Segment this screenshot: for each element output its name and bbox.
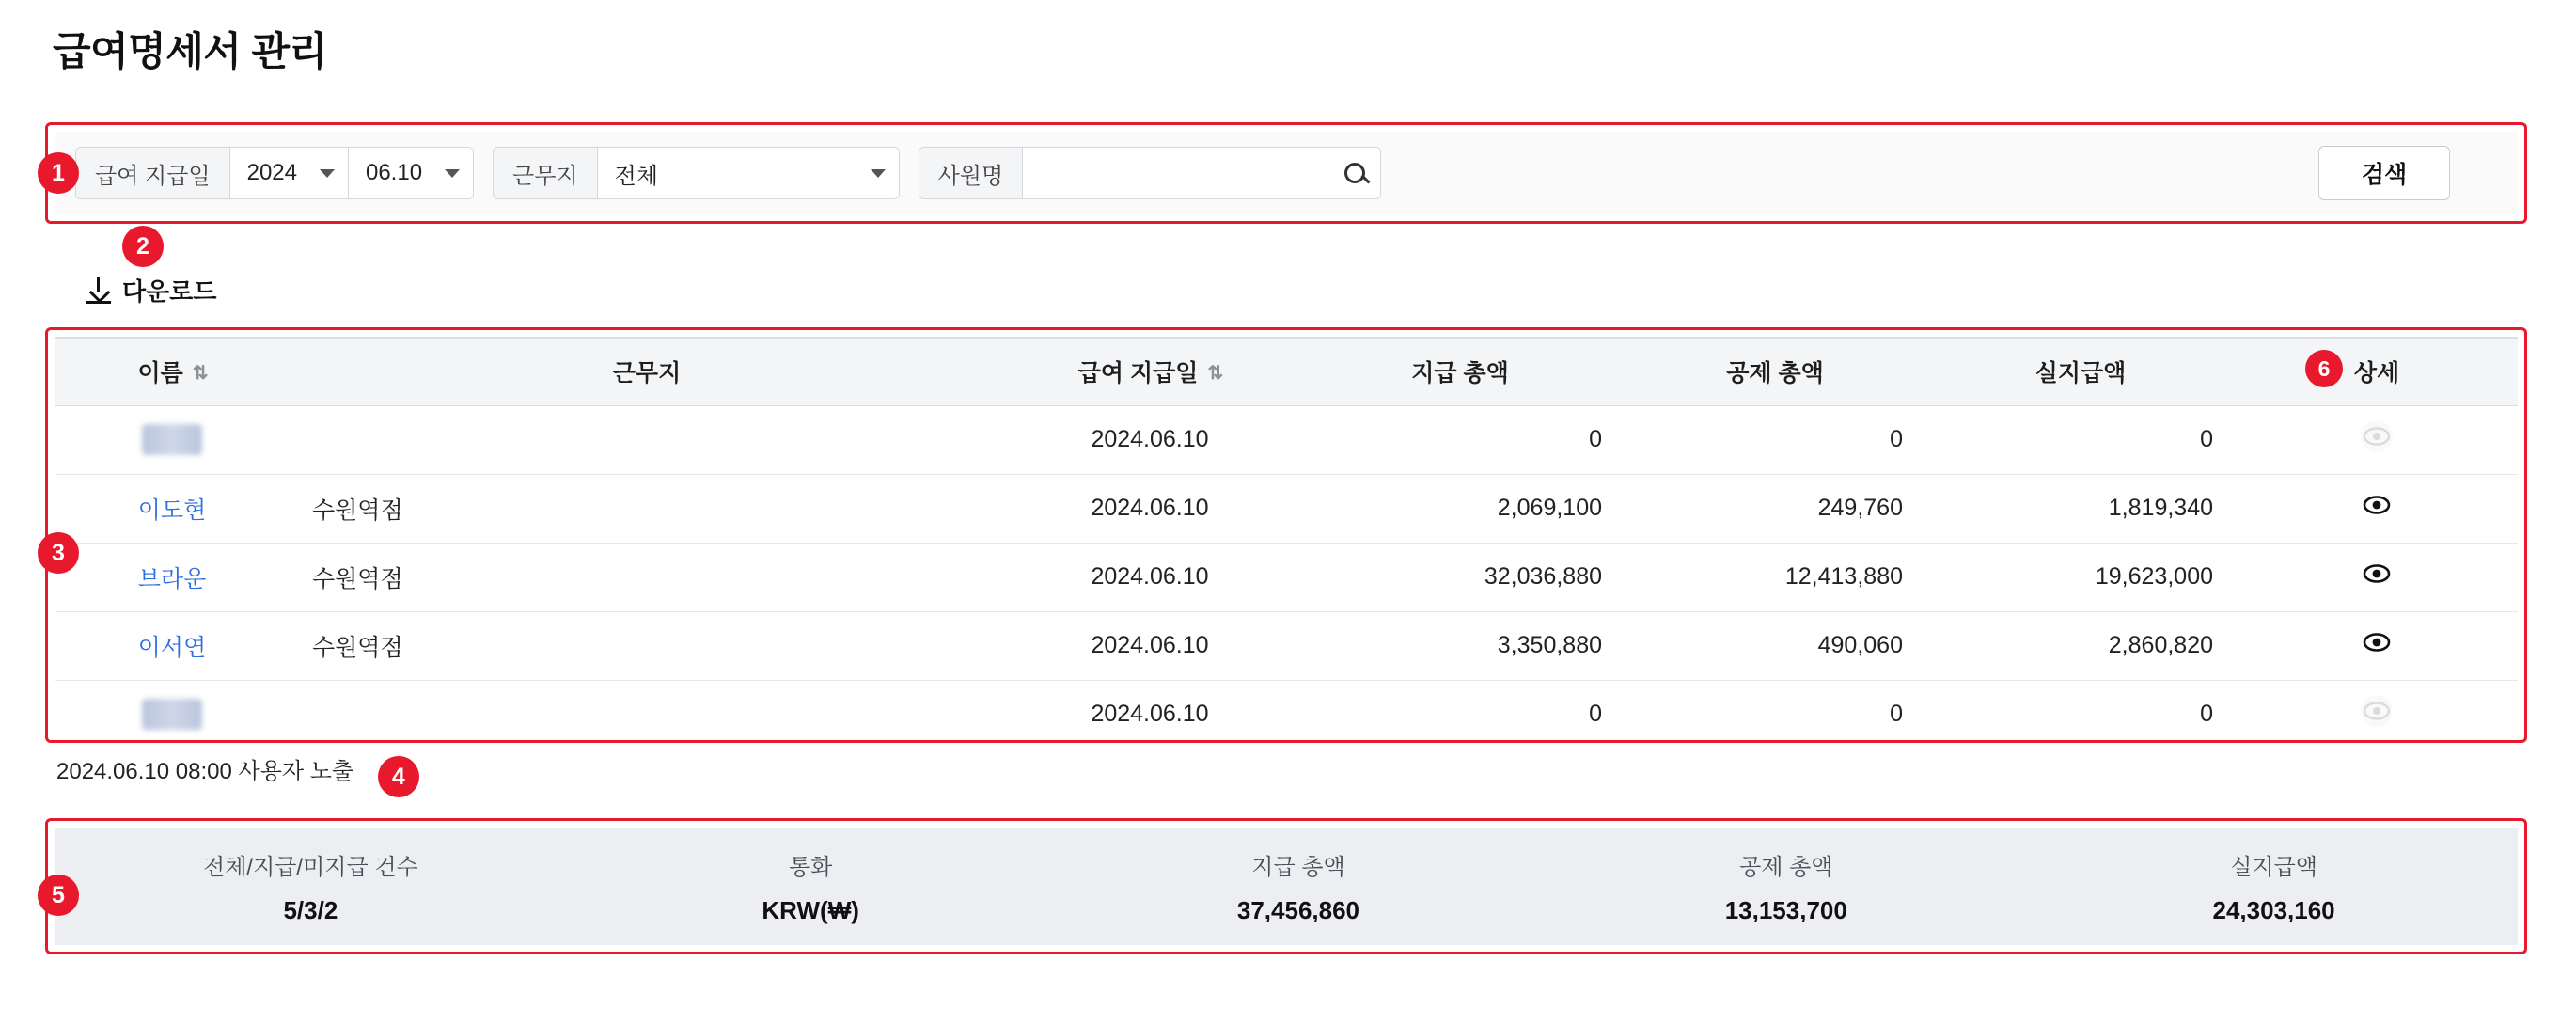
column-header-name[interactable] <box>55 338 290 405</box>
month-select[interactable] <box>349 148 473 198</box>
cell-date: 2024.06.10 <box>1004 611 1296 680</box>
table-body <box>55 405 2518 749</box>
cell-name <box>55 405 290 474</box>
table-row <box>55 405 2518 474</box>
cell-site: 수원역점 <box>290 611 1004 680</box>
cell-name <box>55 474 290 543</box>
cell-net: 1,819,340 <box>1925 474 2236 543</box>
column-header-pay-label: 지급 총액 <box>1411 360 1509 387</box>
month-select-value: 06.10 <box>365 160 423 185</box>
cell-date: 2024.06.10 <box>1004 474 1296 543</box>
download-label: 다운로드 <box>122 277 217 306</box>
paydate-filter-group <box>75 147 474 199</box>
sort-icon[interactable]: ⇅ <box>192 363 207 385</box>
cell-detail <box>2236 543 2518 611</box>
column-header-deduction-label: 공제 총액 <box>1726 360 1824 387</box>
cell-name <box>55 611 290 680</box>
cell-site <box>290 405 1004 474</box>
cell-name <box>55 543 290 611</box>
summary-bar <box>55 828 2518 945</box>
chevron-down-icon <box>445 169 460 178</box>
cell-date: 2024.06.10 <box>1004 405 1296 474</box>
download-button[interactable] <box>86 273 216 308</box>
column-header-pay <box>1296 338 1625 405</box>
summary-item-net <box>2030 848 2518 925</box>
summary-value: KRW(₩) <box>762 895 859 924</box>
table-row <box>55 611 2518 680</box>
payroll-table <box>55 337 2518 749</box>
employee-name-link[interactable]: 이도현 <box>137 497 207 524</box>
summary-label: 전체/지급/미지급 건수 <box>203 854 418 880</box>
sort-icon[interactable]: ⇅ <box>1207 363 1222 385</box>
table-header <box>55 338 2518 405</box>
summary-item-currency <box>567 848 1055 925</box>
cell-net: 2,860,820 <box>1925 611 2236 680</box>
column-header-detail-label: 상세 <box>2353 360 2400 387</box>
eye-icon <box>2361 695 2393 727</box>
table-row <box>55 543 2518 611</box>
summary-label: 지급 총액 <box>1251 854 1345 880</box>
annotation-badge-5: 5 <box>38 875 79 916</box>
employee-filter-label: 사원명 <box>919 148 1024 198</box>
cell-deduction: 0 <box>1625 405 1925 474</box>
paydate-filter-label: 급여 지급일 <box>76 148 230 198</box>
employee-name-link[interactable]: 이서연 <box>137 634 207 661</box>
cell-pay: 32,036,880 <box>1296 543 1625 611</box>
worksite-select-value: 전체 <box>614 163 658 189</box>
column-header-net <box>1925 338 2236 405</box>
cell-name <box>55 680 290 749</box>
summary-value: 37,456,860 <box>1236 895 1360 924</box>
cell-deduction: 249,760 <box>1625 474 1925 543</box>
year-select-value: 2024 <box>246 160 297 185</box>
cell-deduction: 12,413,880 <box>1625 543 1925 611</box>
cell-detail <box>2236 474 2518 543</box>
summary-label: 공제 총액 <box>1739 854 1833 880</box>
summary-item-pay <box>1055 848 1543 925</box>
summary-value: 5/3/2 <box>283 895 338 924</box>
chevron-down-icon <box>871 169 886 178</box>
filter-bar <box>55 132 2518 214</box>
chevron-down-icon <box>320 169 335 178</box>
cell-site: 수원역점 <box>290 543 1004 611</box>
cell-pay: 2,069,100 <box>1296 474 1625 543</box>
cell-detail <box>2236 611 2518 680</box>
column-header-date[interactable] <box>1004 338 1296 405</box>
cell-net: 0 <box>1925 405 2236 474</box>
employee-search-wrap <box>1023 148 1380 198</box>
search-input[interactable] <box>1038 159 1320 187</box>
cell-date: 2024.06.10 <box>1004 680 1296 749</box>
eye-icon[interactable] <box>2361 558 2393 590</box>
masked-name <box>142 424 202 455</box>
summary-label: 통화 <box>788 854 833 880</box>
worksite-filter-group <box>493 147 900 199</box>
employee-name-link[interactable]: 브라운 <box>137 565 207 592</box>
exposure-note: 2024.06.10 08:00 사용자 노출 <box>56 759 354 784</box>
cell-site <box>290 680 1004 749</box>
worksite-select[interactable] <box>598 148 899 198</box>
eye-icon[interactable] <box>2361 626 2393 658</box>
table-header-row <box>55 338 2518 405</box>
column-header-date-label: 급여 지급일 <box>1077 360 1199 387</box>
summary-label: 실지급액 <box>2230 854 2317 880</box>
cell-net: 0 <box>1925 680 2236 749</box>
cell-deduction: 0 <box>1625 680 1925 749</box>
summary-item-deduction <box>1542 848 2030 925</box>
cell-deduction: 490,060 <box>1625 611 1925 680</box>
page-title: 급여명세서 관리 <box>53 29 327 73</box>
eye-icon[interactable] <box>2361 489 2393 521</box>
annotation-badge-1: 1 <box>38 152 79 194</box>
column-header-deduction <box>1625 338 1925 405</box>
annotation-badge-2: 2 <box>122 226 164 267</box>
column-header-site <box>290 338 1004 405</box>
column-header-net-label: 실지급액 <box>2034 360 2127 387</box>
column-header-site-label: 근무지 <box>612 360 682 387</box>
cell-pay: 0 <box>1296 680 1625 749</box>
summary-item-counts <box>55 848 567 925</box>
annotation-badge-6: 6 <box>2305 350 2343 387</box>
cell-pay: 3,350,880 <box>1296 611 1625 680</box>
payroll-table-wrap <box>55 337 2518 749</box>
table-row <box>55 474 2518 543</box>
summary-value: 13,153,700 <box>1724 895 1847 924</box>
cell-net: 19,623,000 <box>1925 543 2236 611</box>
column-header-detail <box>2236 338 2518 405</box>
download-icon <box>86 277 111 304</box>
annotation-badge-3: 3 <box>38 532 79 574</box>
employee-filter-group <box>919 147 1382 199</box>
cell-date: 2024.06.10 <box>1004 543 1296 611</box>
table-row <box>55 680 2518 749</box>
cell-detail <box>2236 680 2518 749</box>
eye-icon <box>2361 420 2393 452</box>
search-icon[interactable] <box>1344 163 1365 183</box>
summary-value: 24,303,160 <box>2212 895 2335 924</box>
cell-detail <box>2236 405 2518 474</box>
cell-site: 수원역점 <box>290 474 1004 543</box>
column-header-name-label: 이름 <box>137 360 183 387</box>
search-button[interactable]: 검색 <box>2318 146 2450 200</box>
worksite-filter-label: 근무지 <box>494 148 598 198</box>
masked-name <box>142 699 202 730</box>
year-select[interactable] <box>230 148 349 198</box>
annotation-badge-4: 4 <box>378 756 419 797</box>
cell-pay: 0 <box>1296 405 1625 474</box>
